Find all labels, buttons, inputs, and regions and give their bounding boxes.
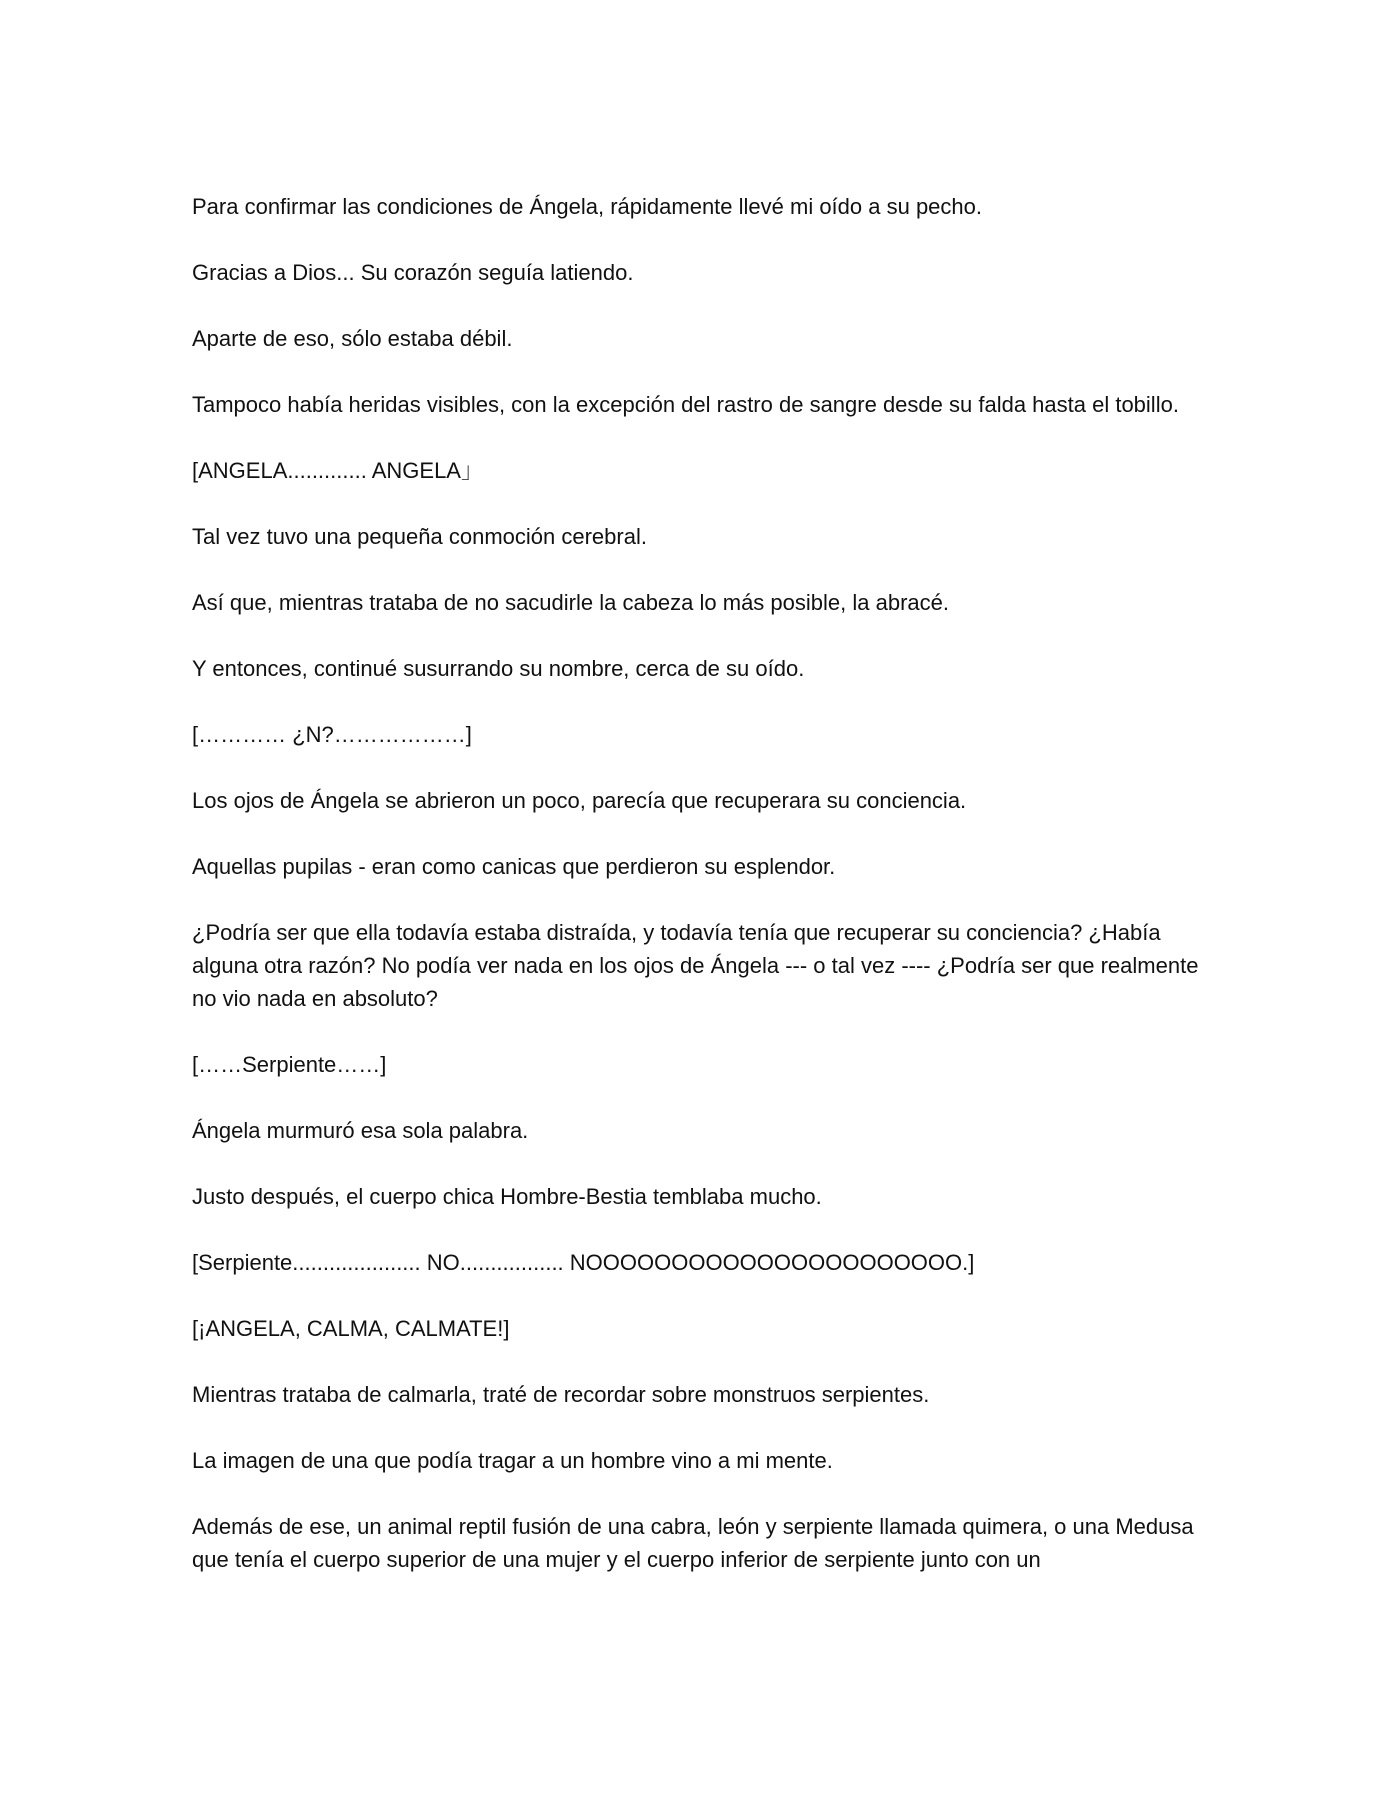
paragraph: Así que, mientras trataba de no sacudirle la cabeza lo más posible, la abracé. bbox=[192, 590, 949, 615]
dialogue-line: [¡ANGELA, CALMA, CALMATE!] bbox=[192, 1316, 510, 1341]
paragraph: Ángela murmuró esa sola palabra. bbox=[192, 1118, 529, 1143]
paragraph: Tampoco había heridas visibles, con la excepción del rastro de sangre desde su falda hasta el tobillo. bbox=[192, 392, 1179, 417]
paragraph: La imagen de una que podía tragar a un hombre vino a mi mente. bbox=[192, 1448, 833, 1473]
paragraph: Justo después, el cuerpo chica Hombre-Bestia temblaba mucho. bbox=[192, 1184, 822, 1209]
document-body bbox=[192, 190, 1205, 1609]
dialogue-line: [Serpiente..................... NO................. NOOOOOOOOOOOOOOOOOOOOOO.] bbox=[192, 1250, 975, 1275]
paragraph: Aquellas pupilas - eran como canicas que perdieron su esplendor. bbox=[192, 854, 836, 879]
paragraph: Tal vez tuvo una pequeña conmoción cerebral. bbox=[192, 524, 647, 549]
dialogue-line: [……Serpiente……] bbox=[192, 1052, 387, 1077]
paragraph: ¿Podría ser que ella todavía estaba distraída, y todavía tenía que recuperar su conciencia? ¿Había alguna otra razón? No podía ver nada en los ojos de Ángela --- o tal vez ---- ¿Podría ser que realmente no vio nada en absoluto? bbox=[192, 920, 1205, 1011]
paragraph: Además de ese, un animal reptil fusión de una cabra, león y serpiente llamada quimera, o una Medusa que tenía el cuerpo superior de una mujer y el cuerpo inferior de serpiente junto con un bbox=[192, 1514, 1200, 1572]
paragraph: Aparte de eso, sólo estaba débil. bbox=[192, 326, 513, 351]
paragraph: Gracias a Dios... Su corazón seguía latiendo. bbox=[192, 260, 634, 285]
paragraph: Mientras trataba de calmarla, traté de recordar sobre monstruos serpientes. bbox=[192, 1382, 930, 1407]
paragraph: Y entonces, continué susurrando su nombre, cerca de su oído. bbox=[192, 656, 805, 681]
paragraph: Para confirmar las condiciones de Ángela, rápidamente llevé mi oído a su pecho. bbox=[192, 194, 983, 219]
paragraph: Los ojos de Ángela se abrieron un poco, parecía que recuperara su conciencia. bbox=[192, 788, 967, 813]
dialogue-line: [………… ¿N?………………] bbox=[192, 722, 472, 747]
dialogue-line: [ANGELA............. ANGELA」 bbox=[192, 458, 483, 483]
